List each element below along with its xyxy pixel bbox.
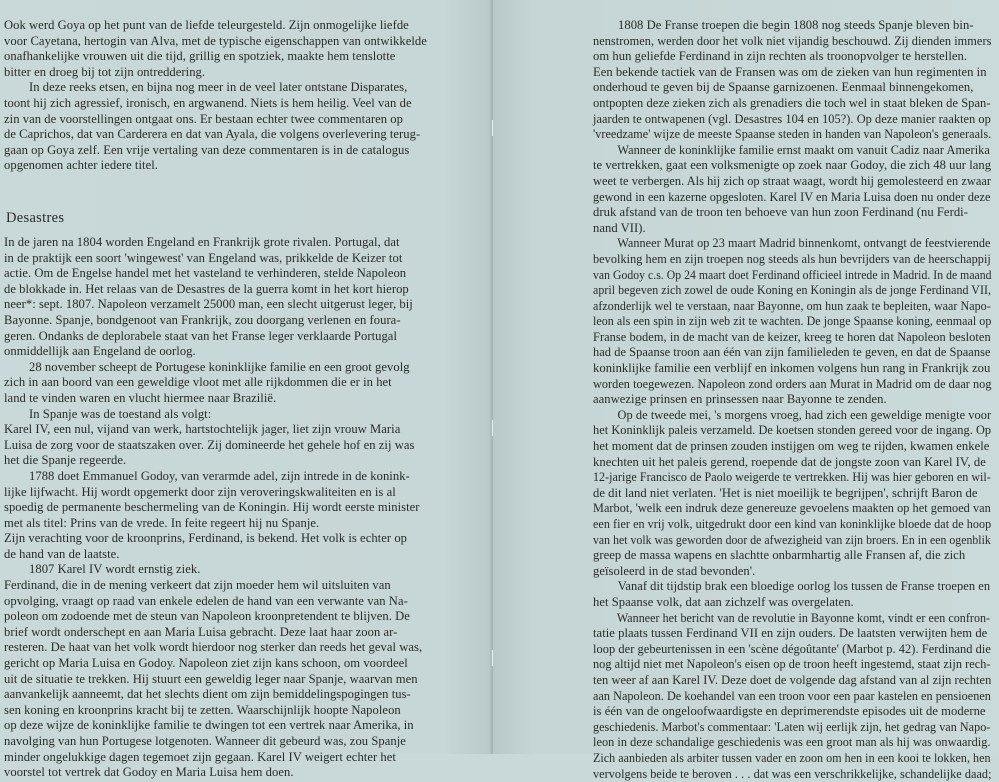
text-line: zin van de voorstellingen ontgaat ons. Er bestaan echter twee commentaren op	[4, 112, 484, 128]
text-line: de Caprichos, dat van Carderera en dat van Ayala, die volgens overlevering terug-	[4, 127, 484, 143]
text-line: geïsoleerd in de stad bevonden'.	[593, 564, 991, 580]
text-line: onafhankelijke vrouwen uit die tijd, grillig en spotziek, maakte hem tenslotte	[4, 49, 484, 65]
text-line: onderhoud te geven bij de Spaanse garnizoenen. Eenmaal binnengekomen,	[593, 80, 991, 96]
text-line: Karel IV, een nul, vijand van werk, hartstochtelijk jager, liet zijn vrouw Maria	[4, 422, 484, 438]
text-line: Ook werd Goya op het punt van de liefde teleurgesteld. Zijn onmogelijke liefde	[4, 18, 484, 34]
text-line: het moment dat de prinsen zouden instijgen om weg te rijden, kwamen enkele	[593, 439, 991, 455]
text-line: navolging van hun Portugese lotgenoten. Wanneer dit gebeurd was, zou Spanje	[4, 734, 484, 750]
text-line: Franse bodem, in de macht van de keizer, kreeg te horen dat Napoleon besloten	[593, 330, 985, 346]
text-line: te vertrekken, gaat een volksmenigte op zoek naar Godoy, die zich 48 uur lang	[593, 158, 990, 174]
text-line: opgenomen achter iedere titel.	[4, 158, 484, 174]
text-line: aanwezige prinsen en prinsessen naar Bayonne te zenden.	[593, 392, 991, 408]
text-line: om hun geliefde Ferdinand in zijn rechten als troonopvolger te herstellen.	[593, 49, 991, 65]
text-line: een fier en vrij volk, uitgedrukt door een kind van koninklijke bloede dat de hoop	[593, 517, 975, 533]
text-line: is één van de ongeloofwaardigste en deprimerendste episodes uit de moderne	[593, 704, 991, 720]
text-line: vervolgens beide te beroven . . . dat was een verschrikkelijke, schandelijke daad;	[593, 767, 979, 782]
text-line: Vanaf dit tijdstip brak een bloedige oorlog los tussen de Franse troepen en	[593, 579, 987, 595]
text-line: jaarden te ontwapenen (vgl. Desastres 104 en 105?). Op deze manier raakten op	[593, 112, 983, 128]
text-line: Luisa de zorg voor de staatszaken over. Zij domineerde het gehele hof en zij was	[4, 438, 484, 454]
text-line: gewond in een kazerne opgesloten. Karel IV en Maria Luisa doen nu onder deze	[593, 190, 980, 206]
text-line: actie. Om de Engelse handel met het vasteland te verhinderen, stelde Napoleon	[4, 266, 484, 282]
text-line: het Spaanse volk, dat aan zichzelf was overgelaten.	[593, 595, 991, 611]
text-line: ontpopten deze zieken zich als grenadiers die toch wel in staat bleken de Span-	[593, 96, 987, 112]
text-line: had de Spaanse troon aan één van zijn familieleden te geven, en dat de Spaanse	[593, 345, 985, 361]
text-line: 'vreedzame' wijze de meeste Spaanse steden in handen van Napoleon's generaals.	[593, 127, 977, 143]
text-line: Wanneer de koninklijke familie ernst maakt om vanuit Cadiz naar Amerika	[593, 143, 981, 159]
text-line: Een bekende tactiek van de Fransen was om de zieken van hun regimenten in	[593, 65, 991, 81]
text-line: zich in aan boord van een geweldige vloot met alle rijkdommen die er in het	[4, 375, 484, 391]
text-line: poleon om zodoende met de steun van Napoleon kroonpretendent te blijven. De	[4, 609, 484, 625]
text-line: de blokkade in. Het relaas van de Desastres de la guerra komt in het kort hierop	[4, 282, 484, 298]
text-line: loop der gebeurtenissen in een 'scène dégoûtante' (Marbot p. 42). Ferdinand die	[593, 642, 985, 658]
text-line: met als titel: Prins van de vrede. In feite regeert hij nu Spanje.	[4, 516, 484, 532]
section-heading: Desastres	[6, 210, 64, 227]
text-line: ten weer af aan Karel IV. Deze doet de volgende dag afstand van al zijn rechten	[593, 673, 985, 689]
text-line: van het volk was geworden door de afwezigheid van zijn broers. En in een ogenblik	[593, 533, 964, 549]
text-line: Op de tweede mei, 's morgens vroeg, had zich een geweldige menigte voor	[593, 408, 984, 424]
text-line: Marbot, 'welk een indruk deze genereuze gevoelens maakten op het gemoed van	[593, 501, 980, 517]
text-line: resteren. De haat van het volk wordt hierdoor nog sterker dan reeds het geval was,	[4, 640, 484, 656]
text-line: tatie plaats tussen Ferdinand VII en zijn ouders. De laatsten verwijten hem de	[593, 626, 991, 642]
text-line: 1788 doet Emmanuel Godoy, van verarmde adel, zijn intrede in de konink-	[4, 469, 484, 485]
text-line: In deze reeks etsen, en bijna nog meer in de veel later ontstane Disparates,	[4, 80, 484, 96]
text-line: 28 november scheept de Portugese koninklijke familie en een groot gevolg	[4, 360, 484, 376]
text-line: nog altijd niet met Napoleon's eisen op de troon heeft ingestemd, staat zijn rech-	[593, 657, 980, 673]
text-line: In Spanje was de toestand als volgt:	[4, 407, 484, 423]
text-line: onmiddellijk aan Engeland de oorlog.	[4, 344, 484, 360]
text-line: knechten uit het paleis gerend, roepende dat de jongste zoon van Karel IV, de	[593, 455, 991, 471]
text-line: geschiedenis. Marbot's commentaar: 'Laten wij eerlijk zijn, het gedrag van Napo-	[593, 720, 975, 736]
text-line: gericht op Maria Luisa en Godoy. Napoleon ziet zijn kans schoon, om voordeel	[4, 656, 484, 672]
text-line: greep de massa wapens en slachtte onbarmhartig alle Fransen af, die zich	[593, 548, 991, 564]
right-page	[493, 0, 999, 754]
text-line: leon in deze schandalige geschiedenis was een groot man als hij was onwaardig.	[593, 735, 980, 751]
text-line: 1808 De Franse troepen die begin 1808 nog steeds Spanje bleven bin-	[593, 18, 991, 34]
text-line: voor Cayetana, hertogin van Alva, met de typische eigenschappen van ontwikkelde	[4, 34, 484, 50]
text-line: in de praktijk een soort 'wingewest' van Engeland was, prikkelde de Keizer tot	[4, 251, 484, 267]
text-line: aanvankelijk aanneemt, dat het slechts dient om zijn bemiddelingspogingen tus-	[4, 687, 484, 703]
left-intro-text	[4, 18, 484, 174]
text-line: koninklijke familie een verblijf en inkomen volgens hun rang in Frankrijk zou	[593, 361, 991, 377]
text-line: nand VII).	[593, 221, 991, 237]
text-line: uit de situatie te trekken. Hij stuurt een geweldig leger naar Spanje, waarvan men	[4, 672, 484, 688]
text-line: brief wordt onderschept en aan Maria Luisa gebracht. Deze laat haar zoon ar-	[4, 625, 484, 641]
text-line: spoedig de permanente beschermeling van de Koningin. Hij wordt eerste minister	[4, 500, 484, 516]
text-line: worden toegewezen. Napoleon zond orders aan Murat in Madrid om de daar nog	[593, 377, 979, 393]
text-line: voorstel tot vertrek dat Godoy en Maria Luisa hem doen.	[4, 765, 484, 781]
text-line: minder ongelukkige dagen tegemoet zijn gegaan. Karel IV weigert echter het	[4, 750, 484, 766]
left-page	[0, 0, 493, 754]
text-line: Zich aanbieden als arbiter tussen vader en zoon om hen in een kooi te lokken, hen	[593, 751, 973, 767]
text-line: 12-jarige Francisco de Paolo weigerde te vertrekken. Hij was hier geboren en wil-	[593, 470, 973, 486]
text-line: Bayonne. Spanje, bondgenoot van Frankrijk, zou doorgang verlenen en foura-	[4, 313, 484, 329]
text-line: afzonderlijk wel te verstaan, naar Bayonne, om hun zaak te bepleiten, waar Napo-	[593, 299, 973, 315]
text-line: bevolking hem en zijn troepen nog steeds als hun bevrijders van de heerschappij	[593, 252, 980, 268]
text-line: gaan op Goya zelf. Een vrije vertaling van deze commentaren is in de catalogus	[4, 143, 484, 159]
text-line: de dit land niet verlaten. 'Het is niet moeilijk te begrijpen', schrijft Baron de	[593, 486, 991, 502]
text-line: weet te verbergen. Als hij zich op straat waagt, wordt hij gemolesteerd en zwaar	[593, 174, 982, 190]
text-line: nenstromen, werden door het volk niet vijandig beschouwd. Zij dienden immers	[593, 34, 982, 50]
text-line: opvolging, vraagt op raad van enkele edelen de hand van een verwante van Na-	[4, 594, 484, 610]
text-line: lijke lijfwacht. Hij wordt opgemerkt door zijn veroveringskwaliteiten en is al	[4, 485, 484, 501]
text-line: Wanneer het bericht van de revolutie in Bayonne komt, vindt er een confron-	[593, 611, 973, 627]
text-line: Zijn verachting voor de kroonprins, Ferdinand, is bekend. Het volk is echter op	[4, 531, 484, 547]
text-line: geren. Ondanks de deplorabele staat van het Franse leger verklaarde Portugal	[4, 329, 484, 345]
text-line: leon als een spin in zijn web zit te wachten. De jonge Spaanse koning, eenmaal op	[593, 314, 972, 330]
text-line: bitter en droeg bij tot zijn ontreddering.	[4, 65, 484, 81]
text-line: sen koning en kroonprins kracht bij te zetten. Waarschijnlijk hoopte Napoleon	[4, 703, 484, 719]
right-body-text	[593, 18, 991, 782]
text-line: op deze wijze de koninklijke familie te dwingen tot een vertrek naar Amerika, in	[4, 718, 484, 734]
text-line: Wanneer Murat op 23 maart Madrid binnenkomt, ontvangt de feestvierende	[593, 236, 979, 252]
text-line: druk afstand van de troon ten behoeve van hun zoon Ferdinand (nu Ferdi-	[593, 205, 991, 221]
text-line: In de jaren na 1804 worden Engeland en Frankrijk grote rivalen. Portugal, dat	[4, 235, 484, 251]
text-line: het die Spanje regeerde.	[4, 453, 484, 469]
text-line: 1807 Karel IV wordt ernstig ziek.	[4, 562, 484, 578]
text-line: neer*: sept. 1807. Napoleon verzamelt 25000 man, een slecht uitgerust leger, bij	[4, 297, 484, 313]
text-line: het Koninklijk paleis verzameld. De koetsen stonden gereed voor de ingang. Op	[593, 423, 982, 439]
text-line: land te vinden waren en vlucht hiermee naar Brazilië.	[4, 391, 484, 407]
text-line: Ferdinand, die in de mening verkeert dat zijn moeder hem wil uitsluiten van	[4, 578, 484, 594]
text-line: april begeven zich zowel de oude Koning en Koningin als de jonge Ferdinand VII,	[593, 283, 970, 299]
text-line: aan Napoleon. De koehandel van een troon voor een paar kastelen en pensioenen	[593, 689, 977, 705]
text-line: de hand van de laatste.	[4, 547, 484, 563]
text-line: toont hij zich agressief, ironisch, en argwanend. Niets is hem heilig. Veel van de	[4, 96, 484, 112]
text-line: van Godoy c.s. Op 24 maart doet Ferdinand officieel intrede in Madrid. In de maand	[593, 268, 962, 284]
left-body-text	[4, 235, 484, 781]
